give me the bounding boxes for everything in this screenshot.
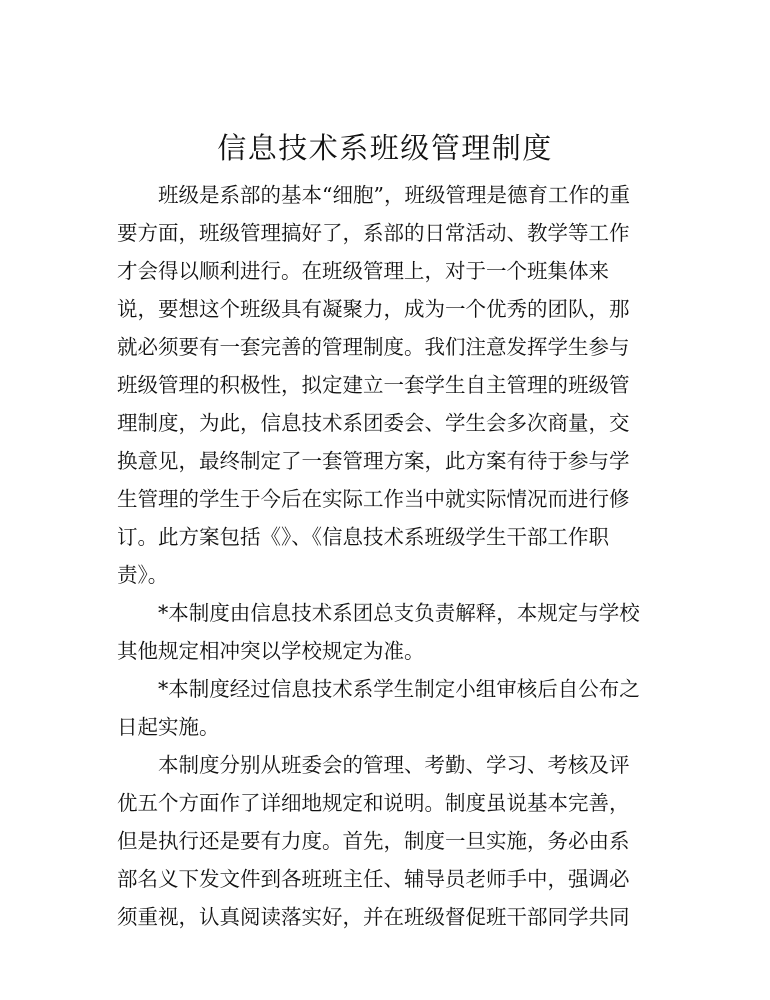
paragraph-line: 就必须要有一套完善的管理制度。我们注意发挥学生参与	[117, 335, 630, 359]
paragraph-line: 日起实施。	[117, 715, 220, 739]
paragraph-line: 其他规定相冲突以学校规定为准。	[117, 639, 425, 663]
paragraph-line: *本制度经过信息技术系学生制定小组审核后自公布之	[158, 677, 640, 701]
paragraph-line: 须重视，认真阅读落实好，并在班级督促班干部同学共同	[117, 905, 630, 929]
paragraph-line: 责》。	[117, 563, 169, 587]
paragraph-line: 部名义下发文件到各班班主任、辅导员老师手中，强调必	[117, 867, 630, 891]
paragraph-line: 要方面，班级管理搞好了，系部的日常活动、教学等工作	[117, 221, 630, 245]
paragraph-line: 换意见，最终制定了一套管理方案，此方案有待于参与学	[117, 449, 630, 473]
document-body	[117, 176, 649, 936]
paragraph-line: 但是执行还是要有力度。首先，制度一旦实施，务必由系	[117, 829, 630, 853]
paragraph-line: 班级是系部的基本“细胞”，班级管理是德育工作的重	[158, 183, 630, 207]
paragraph-line: 订。此方案包括《》、《信息技术系班级学生干部工作职	[117, 525, 609, 549]
paragraph-line: 生管理的学生于今后在实际工作当中就实际情况而进行修	[117, 487, 630, 511]
paragraph-line: 说，要想这个班级具有凝聚力，成为一个优秀的团队，那	[117, 297, 630, 321]
paragraph-line: 才会得以顺利进行。在班级管理上，对于一个班集体来	[117, 259, 609, 283]
paragraph-line: 班级管理的积极性，拟定建立一套学生自主管理的班级管	[117, 373, 630, 397]
paragraph-line: 本制度分别从班委会的管理、考勤、学习、考核及评	[158, 753, 630, 777]
paragraph-line: 优五个方面作了详细地规定和说明。制度虽说基本完善，	[117, 791, 630, 815]
paragraph-line: *本制度由信息技术系团总支负责解释，本规定与学校	[158, 601, 640, 625]
document-title: 信息技术系班级管理制度	[217, 131, 553, 165]
paragraph-line: 理制度，为此，信息技术系团委会、学生会多次商量，交	[117, 411, 630, 435]
